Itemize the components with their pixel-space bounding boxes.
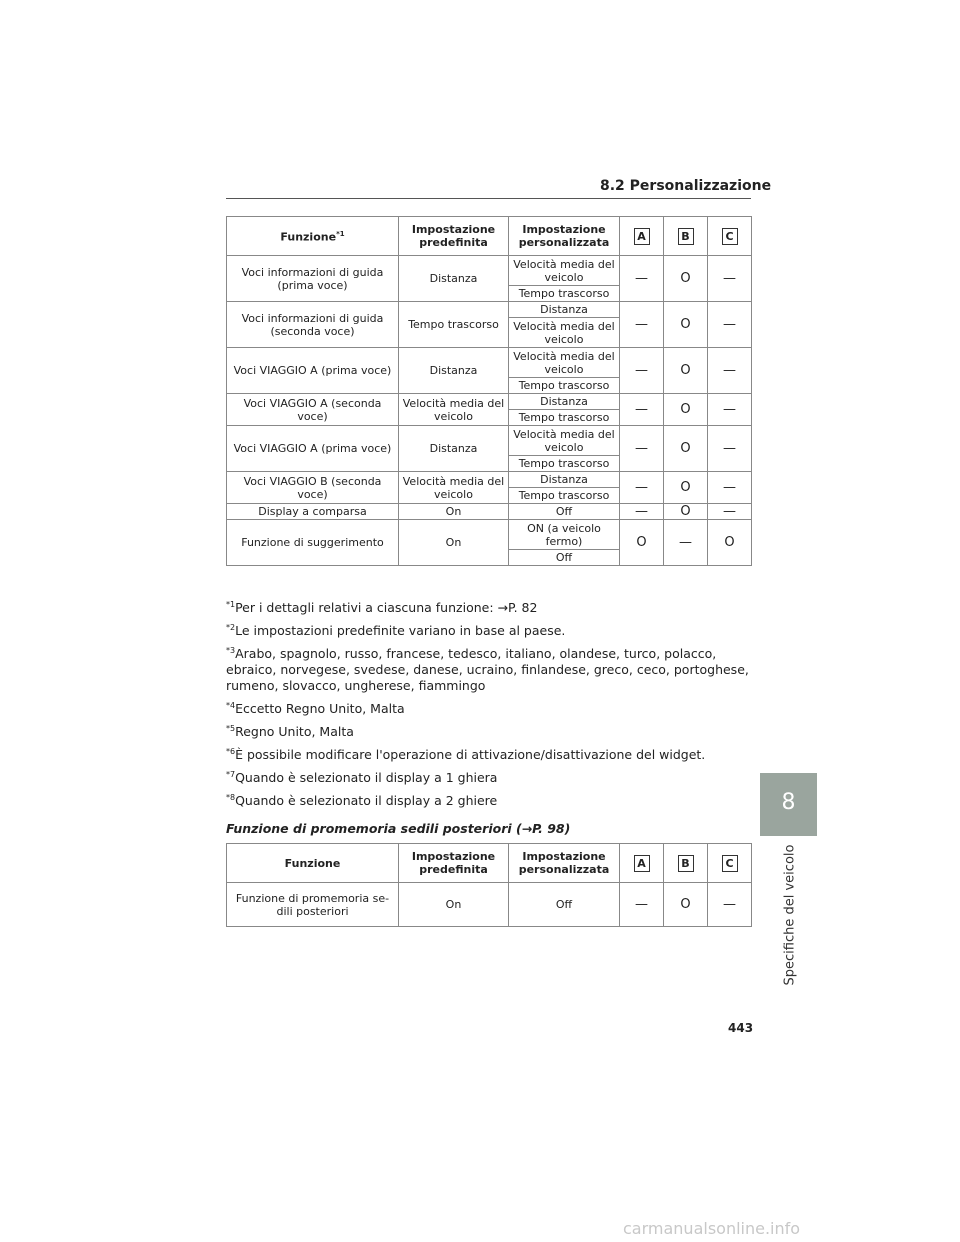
subheading: Funzione di promemoria sedili posteriori (→P. 98) [226,821,571,836]
table-row [227,394,752,410]
cell-b: O [664,348,708,394]
section-title: 8.2 Personalizzazione [600,178,772,194]
cell-custom: ON (a veicolo fermo) [509,520,620,550]
header-custom: Impostazione personalizzata [509,217,620,256]
table-row [227,348,752,378]
cell-c: — [708,472,752,504]
cell-b: O [664,394,708,426]
header-c [708,217,752,256]
cell-a: — [620,883,664,927]
header-default: Impostazione predefinita [399,844,509,883]
cell-function: Display a comparsa [227,504,399,520]
cell-default: Distanza [399,426,509,472]
cell-a: — [620,504,664,520]
cell-custom: Off [509,883,620,927]
cell-a: O [620,520,664,566]
cell-custom: Distanza [509,394,620,410]
badge-a-icon: A [634,855,650,872]
cell-custom: Tempo trascorso [509,378,620,394]
cell-custom: Tempo trascorso [509,488,620,504]
cell-custom: Velocità media del veicolo [509,426,620,456]
footnote: $^{*4}$Eccetto Regno Unito, Malta [226,701,405,716]
cell-custom: Distanza [509,472,620,488]
cell-function: Funzione di promemoria se-dili posteriori [227,883,399,927]
badge-c-icon: C [722,228,738,245]
cell-function: Voci VIAGGIO A (seconda voce) [227,394,399,426]
footnote: $^{*7}$Quando è selezionato il display a 1 ghiera [226,770,498,785]
badge-c-icon: C [722,855,738,872]
badge-a-icon: A [634,228,650,245]
cell-default: Distanza [399,348,509,394]
table-header-row [227,844,752,883]
footnote: $^{*6}$È possibile modificare l'operazione di attivazione/disattivazione del widget. [226,747,706,762]
cell-b: — [664,520,708,566]
cell-a: — [620,348,664,394]
footnote: $^{*3}$Arabo, spagnolo, russo, francese, tedesco, italiano, olandese, turco, polacco, ebraico, norvegese, svedese, danese, ucraino, finlandese, greco, ceco, portoghese, rumeno, slovacco, ungherese, fiammingo [226,646,749,693]
table-header-row [227,217,752,256]
cell-function: Funzione di suggerimento [227,520,399,566]
table-row [227,504,752,520]
cell-a: — [620,426,664,472]
cell-a: — [620,394,664,426]
cell-default: Velocità media del veicolo [399,472,509,504]
cell-c: — [708,302,752,348]
header-function: Funzione$^{*1}$ [227,217,399,256]
footnote: $^{*8}$Quando è selezionato il display a 2 ghiere [226,793,498,808]
cell-function: Voci VIAGGIO B (seconda voce) [227,472,399,504]
cell-a: — [620,302,664,348]
table-row [227,472,752,488]
cell-default: On [399,504,509,520]
cell-c: — [708,426,752,472]
table-row [227,520,752,550]
cell-c: — [708,348,752,394]
cell-custom: Off [509,550,620,566]
cell-function: Voci VIAGGIO A (prima voce) [227,348,399,394]
cell-default: Distanza [399,256,509,302]
cell-b: O [664,302,708,348]
cell-b: O [664,256,708,302]
cell-b: O [664,883,708,927]
cell-default: Tempo trascorso [399,302,509,348]
cell-function: Voci informazioni di guida (seconda voce) [227,302,399,348]
rear-seat-reminder-table [226,843,752,927]
table-row [227,883,752,927]
page-number: 443 [728,1021,754,1035]
cell-c: O [708,520,752,566]
cell-c: — [708,504,752,520]
cell-custom: Tempo trascorso [509,286,620,302]
cell-custom: Off [509,504,620,520]
footnote: $^{*2}$Le impostazioni predefinite variano in base al paese. [226,623,566,638]
cell-function: Voci VIAGGIO A (prima voce) [227,426,399,472]
header-b [664,844,708,883]
table-row [227,256,752,286]
footnotes [226,600,751,816]
watermark: carmanualsonline.info [623,1219,801,1238]
header-default: Impostazione predefinita [399,217,509,256]
chapter-tab: 8 [760,773,817,836]
cell-c: — [708,883,752,927]
header-function: Funzione [227,844,399,883]
cell-b: O [664,472,708,504]
footnote: $^{*5}$Regno Unito, Malta [226,724,354,739]
cell-default: Velocità media del veicolo [399,394,509,426]
table-row [227,426,752,456]
cell-custom: Velocità media del veicolo [509,256,620,286]
cell-c: — [708,394,752,426]
cell-custom: Tempo trascorso [509,456,620,472]
cell-b: O [664,426,708,472]
cell-a: — [620,256,664,302]
footnote: $^{*1}$Per i dettagli relativi a ciascuna funzione: →P. 82 [226,600,538,615]
cell-function: Voci informazioni di guida (prima voce) [227,256,399,302]
cell-custom: Velocità media del veicolo [509,318,620,348]
header-custom: Impostazione personalizzata [509,844,620,883]
cell-custom: Tempo trascorso [509,410,620,426]
badge-b-icon: B [678,855,694,872]
cell-default: On [399,883,509,927]
customization-table [226,216,752,566]
badge-b-icon: B [678,228,694,245]
header-b [664,217,708,256]
header-rule [226,198,751,199]
cell-b: O [664,504,708,520]
header-a [620,844,664,883]
cell-custom: Distanza [509,302,620,318]
chapter-label: Specifiche del veicolo [782,844,798,986]
cell-a: — [620,472,664,504]
table-row [227,302,752,318]
cell-custom: Velocità media del veicolo [509,348,620,378]
header-a [620,217,664,256]
cell-c: — [708,256,752,302]
cell-default: On [399,520,509,566]
